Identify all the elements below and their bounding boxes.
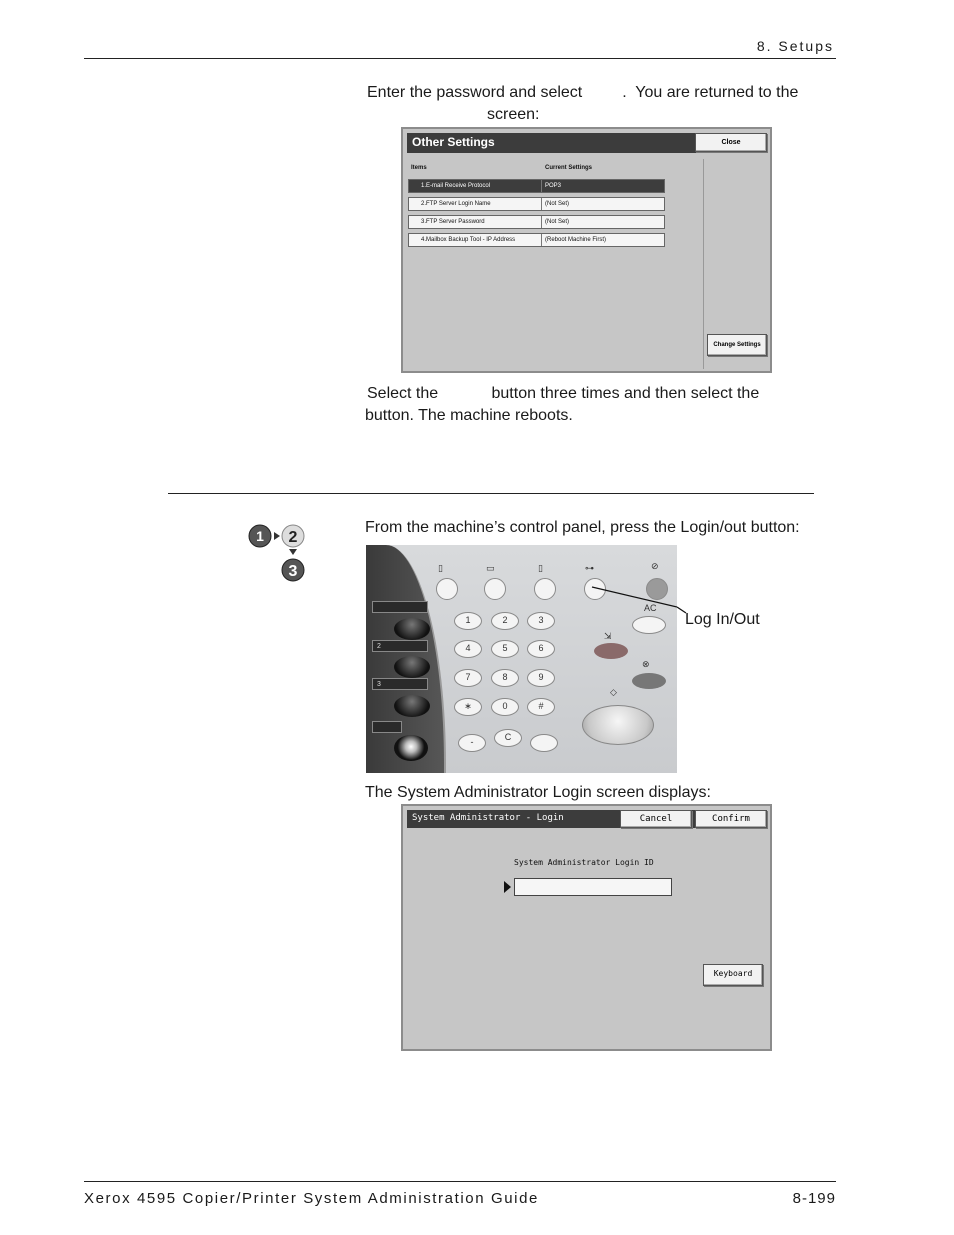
settings-row[interactable]: 3.FTP Server Password (Not Set)	[408, 215, 665, 229]
keypad-key[interactable]: 9	[527, 669, 555, 687]
keypad-key[interactable]: 7	[454, 669, 482, 687]
settings-row[interactable]: 2.FTP Server Login Name (Not Set)	[408, 197, 665, 211]
instruction-text: From the machine’s control panel, press the Login/out button:	[365, 519, 800, 536]
keypad-key[interactable]: C	[494, 729, 522, 747]
job-status-icon: ▯	[438, 563, 443, 573]
control-panel-photo	[366, 545, 677, 773]
start-icon: ◇	[610, 687, 617, 697]
login-id-input[interactable]	[514, 878, 672, 896]
section-rule	[168, 493, 814, 494]
step-number-2: 2	[288, 529, 298, 546]
keypad-key[interactable]: 4	[454, 640, 482, 658]
admin-login-screen	[401, 804, 772, 1051]
keyboard-button[interactable]: Keyboard	[703, 964, 763, 986]
header-rule	[84, 58, 836, 59]
items-column-header: Items	[411, 165, 427, 171]
instruction-text: Select the button three times and then select the	[367, 385, 760, 402]
review-icon: ▯	[538, 563, 543, 573]
instruction-text-cont: screen:	[487, 106, 540, 123]
step-number-3: 3	[288, 563, 298, 580]
panel-divider	[703, 159, 704, 369]
key-icon: ⊶	[585, 563, 594, 573]
memory-slot-3: 3	[372, 678, 428, 690]
instruction-text: Enter the password and select . You are returned to the	[367, 84, 799, 101]
step-sequence-icon	[248, 522, 310, 584]
keypad-key[interactable]: ∗	[454, 698, 482, 716]
keypad-key[interactable]: 1	[454, 612, 482, 630]
other-settings-screen	[401, 127, 772, 373]
keypad-key[interactable]: 5	[491, 640, 519, 658]
keypad-key[interactable]: 2	[491, 612, 519, 630]
footer-rule	[84, 1181, 836, 1182]
page-number: 8-199	[792, 1190, 836, 1207]
keypad-key[interactable]: 6	[527, 640, 555, 658]
keypad-key[interactable]: 3	[527, 612, 555, 630]
machine-status-icon: ▭	[486, 563, 495, 573]
energy-icon: ⊘	[651, 561, 659, 571]
guide-title: Xerox 4595 Copier/Printer System Administration Guide	[84, 1190, 539, 1207]
settings-row[interactable]: 1.E-mail Receive Protocol POP3	[408, 179, 665, 193]
step-number-1: 1	[256, 528, 264, 544]
confirm-button[interactable]: Confirm	[695, 810, 767, 828]
change-settings-button[interactable]: Change Settings	[707, 334, 767, 356]
callout-line	[366, 545, 677, 773]
login-id-label: System Administrator Login ID	[514, 858, 654, 867]
interrupt-icon: ⇲	[604, 631, 612, 641]
memory-slot-2: 2	[372, 640, 428, 652]
settings-row[interactable]: 4.Mailbox Backup Tool - IP Address (Reboot Machine First)	[408, 233, 665, 247]
keypad-key[interactable]: 8	[491, 669, 519, 687]
close-button[interactable]: Close	[695, 133, 767, 152]
login-title: System Administrator - Login	[412, 813, 564, 823]
field-pointer-icon	[504, 881, 511, 893]
stop-icon: ⊗	[642, 659, 650, 669]
current-settings-column-header: Current Settings	[545, 165, 593, 171]
keypad-key[interactable]: 0	[491, 698, 519, 716]
ac-label: AC	[644, 603, 657, 613]
section-header: 8. Setups	[756, 38, 834, 54]
login-out-callout: Log In/Out	[685, 611, 760, 628]
instruction-text-cont: button. The machine reboots.	[365, 407, 573, 424]
instruction-text: The System Administrator Login screen displays:	[365, 784, 711, 801]
keypad-key[interactable]: #	[527, 698, 555, 716]
keypad-key[interactable]: -	[458, 734, 486, 752]
other-settings-title: Other Settings	[412, 135, 495, 149]
cancel-button[interactable]: Cancel	[620, 810, 692, 828]
